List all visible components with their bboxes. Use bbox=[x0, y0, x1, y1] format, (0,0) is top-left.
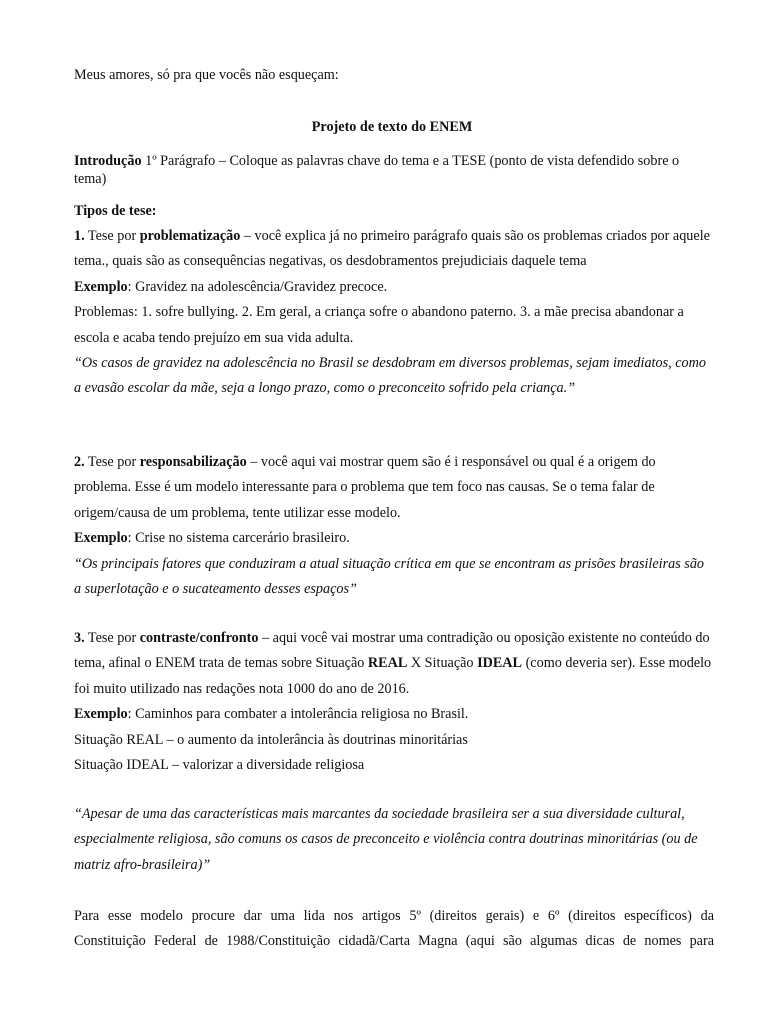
tese-3-quote-text: “Apesar de uma das características mais marcantes da sociedade brasileira ser a sua diversidade cultural, especialmente religiosa, são comuns os casos de preconceito e violência contra doutrinas minoritárias (ou de matriz afro-brasileira)” bbox=[74, 806, 698, 873]
tese-1-exemplo-text: : Gravidez na adolescência/Gravidez precoce. bbox=[127, 278, 388, 295]
tese-2-block bbox=[74, 450, 714, 602]
tese-3-real: REAL bbox=[367, 655, 408, 672]
tipos-heading: Tipos de tese: bbox=[74, 203, 157, 219]
tese-3-number: 3. bbox=[74, 630, 85, 646]
tese-3-paragraph bbox=[74, 626, 714, 702]
tese-3-situacao-ideal: Situação IDEAL – valorizar a diversidade religiosa bbox=[74, 757, 365, 774]
tese-1-quote-text: “Os casos de gravidez na adolescência no Brasil se desdobram em diversos problemas, sejam imediatos, como a evasão escolar da mãe, seja a longo prazo, como o preconceito sofrido pela criança.” bbox=[74, 355, 706, 397]
tese-2-keyword: responsabilização bbox=[139, 454, 247, 470]
tese-1-paragraph bbox=[74, 224, 714, 275]
tese-1-block bbox=[74, 224, 714, 402]
intro-paragraph bbox=[74, 152, 714, 188]
tese-2-paragraph bbox=[74, 450, 714, 526]
tese-3-quote bbox=[74, 802, 714, 878]
tese-1-exemplo bbox=[74, 275, 714, 300]
greeting-line: Meus amores, só pra que vocês não esqueçam: bbox=[74, 67, 339, 83]
tese-1-quote bbox=[74, 351, 714, 402]
tese-1-text: – você explica já no primeiro parágrafo quais são os problemas criados por aquele tema., quais são as consequências negativas, os desdobramentos prejudiciais daquele tema bbox=[74, 228, 710, 270]
closing-paragraph bbox=[74, 904, 714, 955]
document-title: Projeto de texto do ENEM bbox=[311, 119, 473, 135]
tese-1-problemas: Problemas: 1. sofre bullying. 2. Em geral, a criança sofre o abandono paterno. 3. a mãe precisa abandonar a escola e acaba tendo prejuízo em sua vida adulta. bbox=[74, 304, 684, 346]
tese-2-exemplo-text: : Crise no sistema carcerário brasileiro. bbox=[127, 530, 350, 547]
tese-3-ideal: IDEAL bbox=[477, 655, 523, 672]
tese-1-exemplo-label: Exemplo bbox=[74, 278, 128, 295]
tese-3-situacao-real: Situação REAL – o aumento da intolerância às doutrinas minoritárias bbox=[74, 731, 468, 748]
tese-3-pre: Tese por bbox=[84, 630, 140, 646]
tese-2-pre: Tese por bbox=[84, 454, 140, 470]
tese-3-exemplo-label: Exemplo bbox=[74, 706, 128, 723]
tese-3-exemplo-text: : Caminhos para combater a intolerância religiosa no Brasil. bbox=[127, 706, 469, 723]
tese-3-keyword: contraste/confronto bbox=[139, 630, 259, 646]
tese-3-text-c: (como deveria ser). Esse modelo foi muito utilizado nas redações nota 1000 do ano de 2016. bbox=[74, 655, 712, 697]
tese-3-text-b: X Situação bbox=[407, 655, 478, 672]
tese-1-pre: Tese por bbox=[84, 228, 140, 244]
closing-line-1: Para esse modelo procure dar uma lida nos artigos 5º (direitos gerais) e 6º (direitos específicos) da bbox=[74, 908, 714, 924]
closing-line-2: Constituição Federal de 1988/Constituição cidadã/Carta Magna (aqui são algumas dicas de nomes para bbox=[74, 933, 714, 950]
tese-1-keyword: problematização bbox=[139, 228, 241, 244]
tese-3-exemplo bbox=[74, 702, 714, 727]
tese-2-quote-text: “Os principais fatores que conduziram a atual situação crítica em que se encontram as prisões brasileiras são a superlotação e o sucateamento desses espaços” bbox=[74, 555, 705, 598]
tese-1-number: 1. bbox=[74, 228, 85, 244]
intro-text: 1º Parágrafo – Coloque as palavras chave do tema e a TESE (ponto de vista defendido sobre o tema) bbox=[74, 153, 680, 187]
tese-2-text: – você aqui vai mostrar quem são é i responsável ou qual é a origem do problema. Esse é um modelo interessante para o problema que tem foco nas causas. Se o tema falar de origem/causa de um problema, tente utilizar esse modelo. bbox=[74, 454, 656, 521]
tese-3-block bbox=[74, 626, 714, 778]
tese-2-number: 2. bbox=[74, 454, 85, 470]
tese-2-quote bbox=[74, 552, 714, 603]
tese-2-exemplo-label: Exemplo bbox=[74, 530, 128, 547]
tese-2-exemplo bbox=[74, 526, 714, 551]
intro-label: Introdução bbox=[74, 153, 142, 169]
tese-3-text-a: – aqui você vai mostrar uma contradição ou oposição existente no conteúdo do tema, afinal o ENEM trata de temas sobre Situação bbox=[74, 630, 710, 672]
